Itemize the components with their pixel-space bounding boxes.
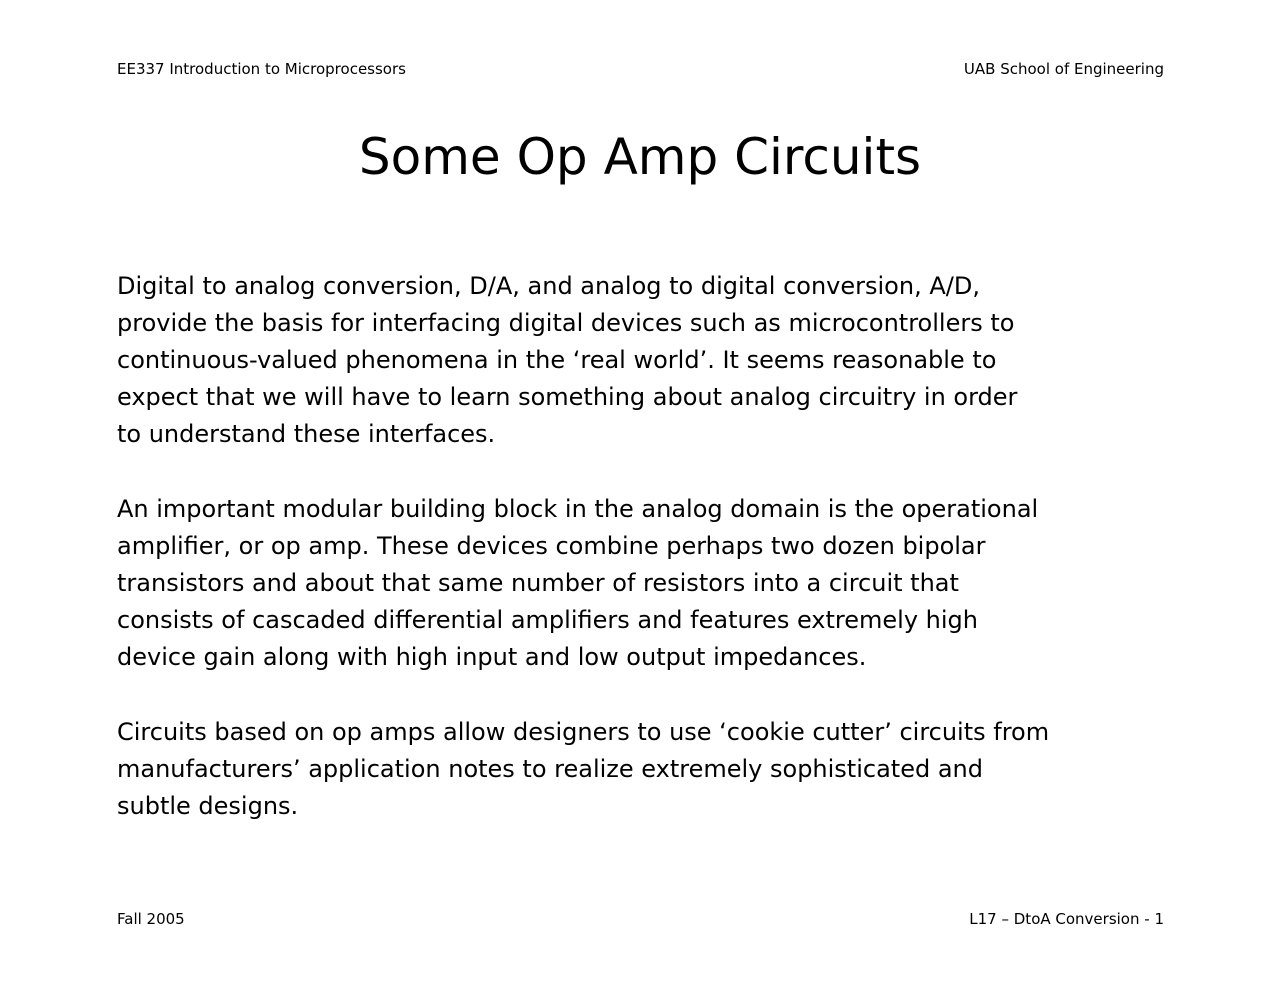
footer-term: Fall 2005 <box>117 910 185 928</box>
text-line: transistors and about that same number of resistors into a circuit that <box>117 569 959 597</box>
text-line: amplifier, or op amp. These devices combine perhaps two dozen bipolar <box>117 532 986 560</box>
text-line: Digital to analog conversion, D/A, and analog to digital conversion, A/D, <box>117 272 980 300</box>
header-course: EE337 Introduction to Microprocessors <box>117 60 406 78</box>
footer-slide-ref: L17 – DtoA Conversion - 1 <box>969 910 1164 928</box>
text-line: expect that we will have to learn something about analog circuitry in order <box>117 383 1018 411</box>
header-school: UAB School of Engineering <box>963 60 1164 78</box>
slide-body <box>117 268 1177 863</box>
text-line: device gain along with high input and low output impedances. <box>117 643 867 671</box>
text-line: continuous-valued phenomena in the ‘real world’. It seems reasonable to <box>117 346 997 374</box>
text-line: manufacturers’ application notes to realize extremely sophisticated and <box>117 755 983 783</box>
paragraph-op-amp <box>117 491 1177 676</box>
slide-title: Some Op Amp Circuits <box>358 128 922 186</box>
text-line: provide the basis for interfacing digital devices such as microcontrollers to <box>117 309 1015 337</box>
text-line: to understand these interfaces. <box>117 420 496 448</box>
text-line: subtle designs. <box>117 792 299 820</box>
text-line: consists of cascaded differential amplifiers and features extremely high <box>117 606 978 634</box>
paragraph-circuits <box>117 714 1177 825</box>
paragraph-intro <box>117 268 1177 453</box>
text-line: An important modular building block in the analog domain is the operational <box>117 495 1039 523</box>
text-line: Circuits based on op amps allow designers to use ‘cookie cutter’ circuits from <box>117 718 1050 746</box>
